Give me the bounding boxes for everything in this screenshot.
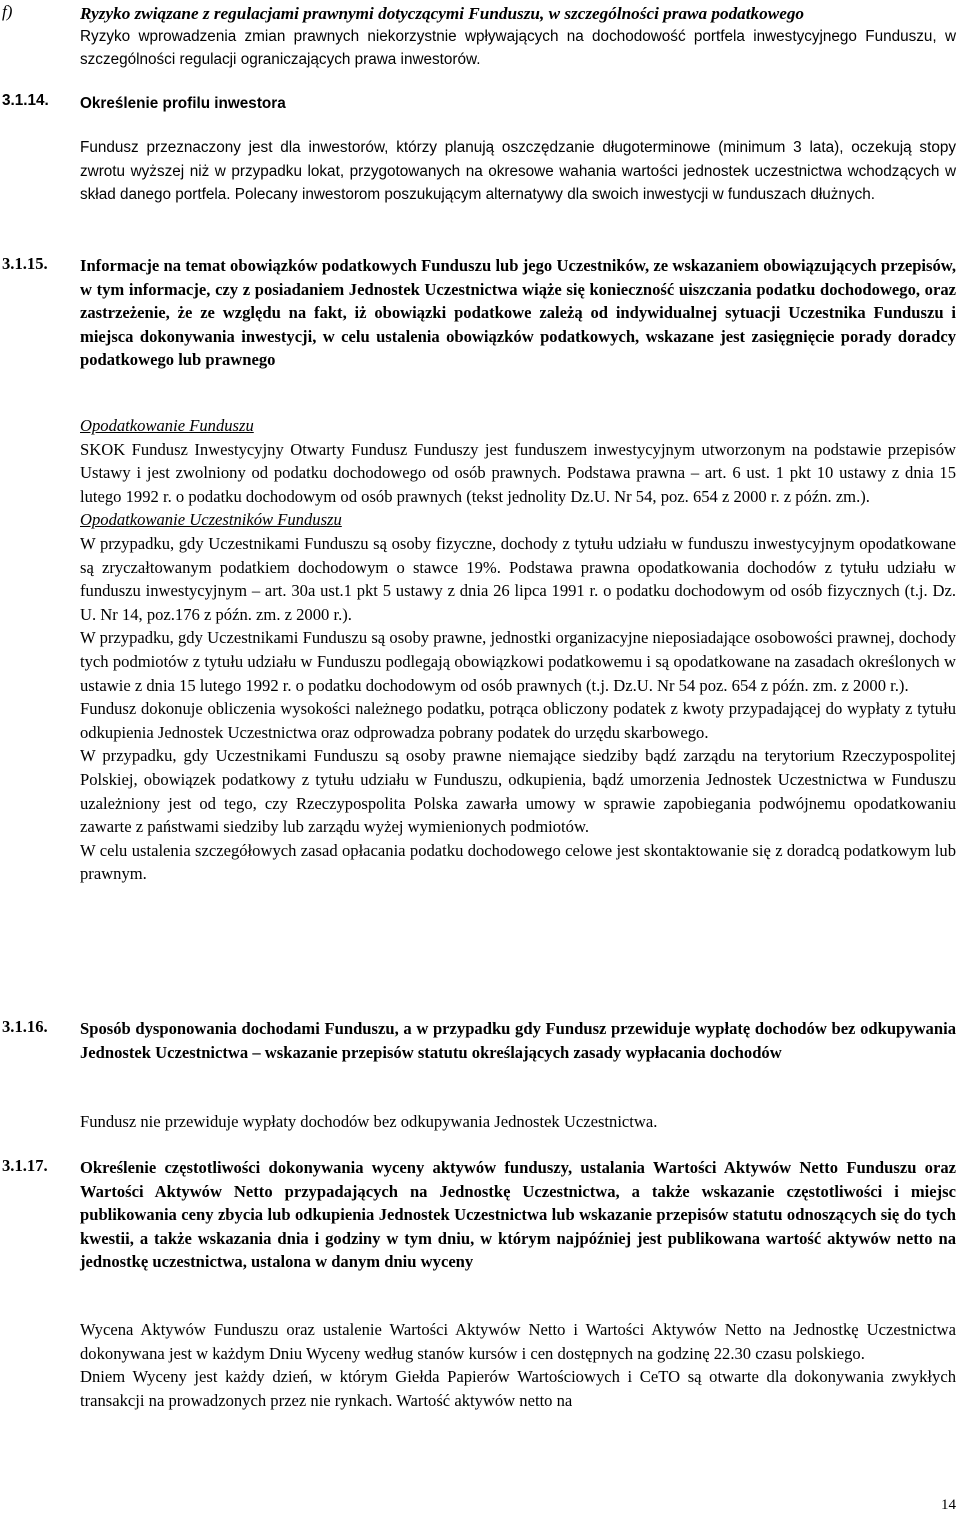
- section-3-1-15-number: 3.1.15.: [2, 254, 48, 273]
- paragraph: W przypadku, gdy Uczestnikami Funduszu są osoby prawne niemające siedziby bądź zarządu na terytorium Rzeczypospolitej Polskiej, obowiązek podatkowy z tytułu udziału w Funduszu, odkupienia, bądź umorzenia Jednostek Uczestnictwa w Funduszu uzależniony jest od tego, czy Rzeczypospolita Polska zawarła umowy w sprawie zapobiegania podwójnemu opodatkowaniu zawarte z państwami siedziby lub zarządu wyżej wymienionych podmiotów.: [80, 746, 956, 837]
- paragraph: W przypadku, gdy Uczestnikami Funduszu są osoby fizyczne, dochody z tytułu udziału w funduszu inwestycyjnym opodatkowane są zryczałtowanym podatkiem dochodowym o stawce 19%. Podstawa prawna opodatkowania dochodów z tytułu udziału w funduszu inwestycyjnym – art. 30a ust.1 pkt 5 ustawy z dnia 26 lipca 1991 r. o podatku dochodowym od osób fizycznych (t.j. Dz. U. Nr 14, poz.176 z późn. zm. z 2000 r.).: [80, 533, 956, 624]
- paragraph: Wycena Aktywów Funduszu oraz ustalenie Wartości Aktywów Netto i Wartości Aktywów Netto na Jednostkę Uczestnictwa dokonywana jest w każdym Dniu Wyceny według stanów kursów i cen dostępnych na godzinę 22.30 czasu polskiego.: [80, 1320, 956, 1363]
- section-f-marker: f): [2, 2, 13, 21]
- subheading-participant-taxation: Opodatkowanie Uczestników Funduszu: [80, 510, 342, 530]
- section-3-1-14-text: Fundusz przeznaczony jest dla inwestorów, którzy planują oszczędzanie długoterminowe (minimum 3 lata), oczekują stopy zwrotu wyższej niż w przypadku lokat, przygotowanych na okresowe wahania wartości jednostek uczestnictwa wchodzących w skład danego portfela. Polecany inwestorom poszukującym alternatywy dla swoich inwestycji w funduszach dłużnych.: [80, 139, 956, 204]
- page-number: 14: [941, 1497, 956, 1513]
- section-3-1-14-number: 3.1.14.: [2, 92, 49, 109]
- section-3-1-16-heading: Sposób dysponowania dochodami Funduszu, a w przypadku gdy Fundusz przewiduje wypłatę dochodów bez odkupywania Jednostek Uczestnictwa – wskazanie przepisów statutu określających zasady wypłacania dochodów: [80, 1019, 956, 1062]
- section-3-1-16-text: Fundusz nie przewiduje wypłaty dochodów bez odkupywania Jednostek Uczestnictwa.: [80, 1112, 658, 1131]
- paragraph: Fundusz dokonuje obliczenia wysokości należnego podatku, potrąca obliczony podatek z kwoty przypadającej do wypłaty z tytułu odkupienia Jednostek Uczestnictwa oraz odprowadza pobrany podatek do urzędu skarbowego.: [80, 699, 956, 742]
- section-3-1-15-content: [80, 414, 956, 886]
- paragraph: W celu ustalenia szczegółowych zasad opłacania podatku dochodowego celowe jest skontaktowanie się z doradcą podatkowym lub prawnym.: [80, 840, 956, 884]
- section-f-body: [80, 2, 956, 71]
- section-f-title: Ryzyko związane z regulacjami prawnymi dotyczącymi Funduszu, w szczególności prawa podatkowego: [80, 4, 805, 23]
- section-3-1-17-heading: Określenie częstotliwości dokonywania wyceny aktywów funduszy, ustalania Wartości Aktywów Netto Funduszu oraz Wartości Aktywów Netto przypadających na Jednostkę Uczestnictwa, a także wskazanie częstotliwości i miejsc publikowania ceny zbycia lub odkupienia Jednostek Uczestnictwa lub wskazanie przepisów statutu odnoszących się do tych kwestii, a także wskazania dnia i godziny w tym dniu, w którym najpóźniej jest publikowana wartość aktywów netto na jednostkę uczestnictwa, ustalona w danym dniu wyceny: [80, 1158, 956, 1271]
- section-3-1-17-number: 3.1.17.: [2, 1156, 48, 1175]
- section-f-text: Ryzyko wprowadzenia zmian prawnych niekorzystnie wpływających na dochodowość portfela inwestycyjnego Funduszu, w szczególności regulacji ograniczających prawa inwestorów.: [80, 28, 956, 68]
- subheading-fund-taxation: Opodatkowanie Funduszu: [80, 416, 254, 435]
- section-3-1-16-number: 3.1.16.: [2, 1017, 48, 1036]
- section-3-1-15-heading: Informacje na temat obowiązków podatkowych Funduszu lub jego Uczestników, ze wskazaniem obowiązujących przepisów, w tym informacje, czy z posiadaniem Jednostek Uczestnictwa wiąże się konieczność uiszczania podatku dochodowego, oraz zastrzeżenie, że ze względu na fakt, iż obowiązki podatkowe zależą od indywidualnej sytuacji Uczestnika Funduszu i miejsca dokonywania inwestycji, w celu ustalenia obowiązków podatkowych, wskazane jest zasięgnięcie porady doradcy podatkowego lub prawnego: [80, 256, 956, 369]
- paragraph: Dniem Wyceny jest każdy dzień, w którym Giełda Papierów Wartościowych i CeTO są otwarte dla dokonywania zwykłych transakcji na prowadzonych przez nie rynkach. Wartość aktywów netto na: [80, 1367, 956, 1410]
- section-3-1-14-heading: Określenie profilu inwestora: [80, 95, 286, 112]
- paragraph: W przypadku, gdy Uczestnikami Funduszu są osoby prawne, jednostki organizacyjne nieposiadające osobowości prawnej, dochody tych podmiotów z tytułu udziału w Funduszu podlegają obowiązkowi podatkowemu i są opodatkowane na zasadach określonych w ustawie z dnia 15 lutego 1992 r. o podatku dochodowym od osób prawnych (t.j. Dz.U. Nr 54 poz. 654 z późn. zm. z 2000 r.).: [80, 628, 956, 695]
- section-3-1-17-content: [80, 1318, 956, 1412]
- paragraph: SKOK Fundusz Inwestycyjny Otwarty Fundusz Funduszy jest funduszem inwestycyjnym utworzonym na podstawie przepisów Ustawy i jest zwolniony od podatku dochodowego od osób prawnych. Podstawa prawna – art. 6 ust. 1 pkt 10 ustawy z dnia 15 lutego 1992 r. o podatku dochodowym od osób prawnych (tekst jednolity Dz.U. Nr 54, poz. 654 z 2000 r. z późn. zm.).: [80, 439, 956, 506]
